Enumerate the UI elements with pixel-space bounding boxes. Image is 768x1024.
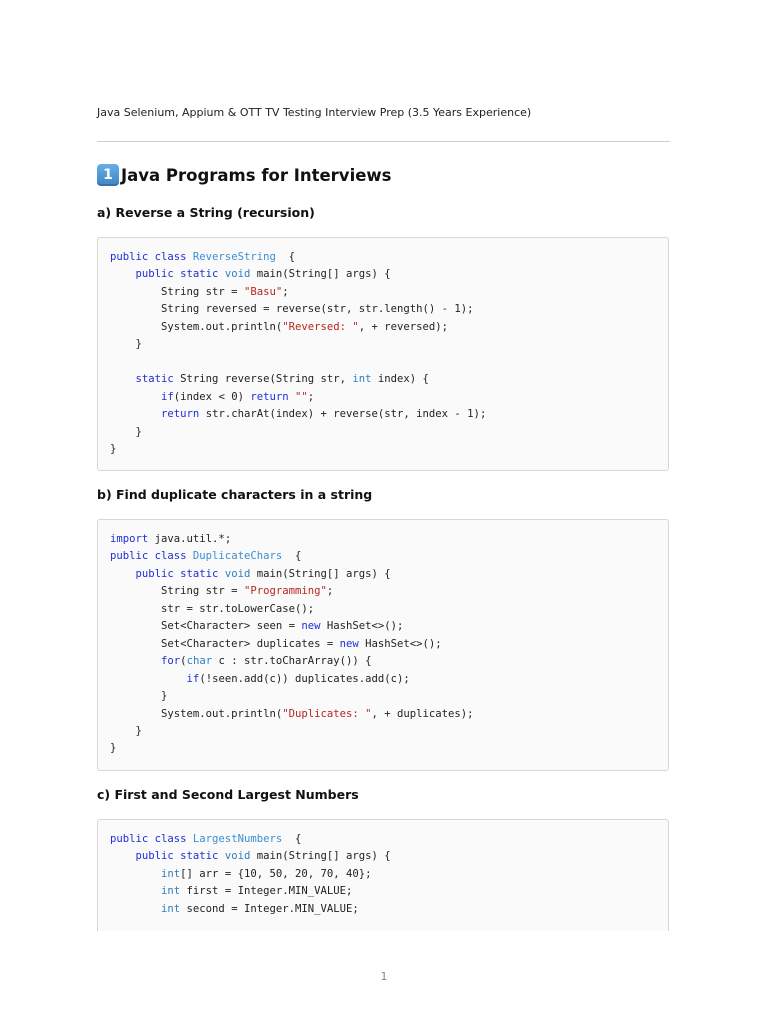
code-token: } xyxy=(110,742,117,755)
code-content xyxy=(98,520,668,758)
code-token: void xyxy=(224,268,257,281)
code-line xyxy=(110,286,289,298)
code-line xyxy=(110,585,333,597)
code-token: int xyxy=(161,902,187,915)
code-token xyxy=(110,850,136,862)
code-content xyxy=(98,238,668,458)
code-line xyxy=(110,655,372,667)
code-token: "Duplicates: " xyxy=(282,707,372,720)
code-token: for xyxy=(161,655,181,668)
code-token: } xyxy=(110,425,142,438)
code-token: new xyxy=(301,620,327,633)
code-token: ; xyxy=(282,285,289,298)
code-token: ReverseString xyxy=(192,251,276,263)
code-token: public class xyxy=(110,833,193,845)
code-token: second = Integer.MIN_VALUE; xyxy=(186,902,359,915)
code-token: System.out.println( xyxy=(110,320,283,333)
keycap-one-icon: 1 xyxy=(97,164,119,186)
code-token: int xyxy=(352,373,378,386)
code-line xyxy=(110,408,486,420)
code-token: main(String[] args) { xyxy=(256,268,391,281)
code-line xyxy=(110,903,359,915)
code-token: first = Integer.MIN_VALUE; xyxy=(186,885,353,898)
code-token: (!seen.add(c)) duplicates.add(c); xyxy=(199,672,410,685)
code-token: import xyxy=(110,533,155,545)
code-token: public static xyxy=(135,268,225,281)
code-token: "" xyxy=(295,390,308,403)
code-line xyxy=(110,708,474,720)
code-token: c : str.toCharArray()) { xyxy=(218,655,372,668)
code-block-reverse-string xyxy=(97,237,669,471)
code-token: String str = xyxy=(110,585,244,598)
code-token xyxy=(110,408,161,420)
code-token: new xyxy=(339,637,366,650)
code-token: public static xyxy=(135,850,225,863)
code-token: System.out.println( xyxy=(110,707,283,720)
subsection-heading-b: b) Find duplicate characters in a string xyxy=(97,487,373,502)
code-token: public class xyxy=(110,251,193,263)
code-line xyxy=(110,443,116,455)
code-token: } xyxy=(110,338,142,351)
code-token: "Programming" xyxy=(243,585,327,598)
code-token: } xyxy=(110,442,117,455)
code-block-duplicate-chars xyxy=(97,519,669,771)
code-token: , + duplicates); xyxy=(371,707,474,720)
code-line xyxy=(110,251,295,263)
code-line xyxy=(110,321,448,333)
code-token: main(String[] args) { xyxy=(256,567,391,580)
code-token xyxy=(110,268,136,280)
code-token: public class xyxy=(110,550,193,563)
page-number: 1 xyxy=(380,970,388,983)
code-line xyxy=(110,268,391,280)
code-token: "Reversed: " xyxy=(282,320,359,333)
code-token: Set<Character> seen = xyxy=(110,620,302,633)
code-token: main(String[] args) { xyxy=(256,850,391,863)
code-line xyxy=(110,638,442,650)
code-token xyxy=(110,568,136,580)
code-line xyxy=(110,850,391,862)
code-token: DuplicateChars xyxy=(192,550,283,563)
code-token: static xyxy=(135,373,181,386)
code-token xyxy=(110,868,161,880)
code-token xyxy=(110,673,187,685)
code-line xyxy=(110,550,301,562)
code-token: LargestNumbers xyxy=(192,833,283,845)
code-token: "Basu" xyxy=(243,285,283,298)
code-line xyxy=(110,725,142,737)
code-token xyxy=(110,373,136,385)
code-token: String str = xyxy=(110,285,244,298)
code-line xyxy=(110,620,403,632)
code-line xyxy=(110,742,116,754)
code-token: ; xyxy=(307,390,315,403)
code-line xyxy=(110,690,167,702)
code-token: { xyxy=(282,833,302,845)
code-line xyxy=(110,568,391,580)
code-line xyxy=(110,426,142,438)
code-line xyxy=(110,533,231,545)
code-token: ; xyxy=(326,585,334,598)
code-token: ( xyxy=(180,655,187,668)
code-token xyxy=(110,885,161,897)
code-token: return xyxy=(161,408,206,421)
code-line xyxy=(110,338,142,350)
code-line xyxy=(110,373,429,385)
code-token: if xyxy=(186,672,200,685)
subsection-heading-a: a) Reverse a String (recursion) xyxy=(97,205,315,220)
code-token: void xyxy=(224,567,257,580)
code-line xyxy=(110,673,410,685)
code-token: String reverse(String str, xyxy=(180,373,353,386)
header-divider xyxy=(97,141,670,142)
code-token: int xyxy=(161,885,187,898)
code-token: int xyxy=(161,867,181,880)
code-token xyxy=(110,655,161,667)
code-token xyxy=(110,903,161,915)
section-title: Java Programs for Interviews xyxy=(121,165,392,185)
code-token: Set<Character> duplicates = xyxy=(110,637,340,650)
section-heading xyxy=(97,162,391,188)
code-token: return xyxy=(250,390,295,403)
code-token: [] arr = {10, 50, 20, 70, 40}; xyxy=(180,867,372,880)
code-line xyxy=(110,885,352,897)
code-token: HashSet<>(); xyxy=(365,637,442,650)
code-line xyxy=(110,303,474,315)
code-block-largest-numbers xyxy=(97,819,669,931)
code-token: { xyxy=(275,251,295,263)
code-token: (index < 0) xyxy=(173,390,251,403)
code-token: java.util.*; xyxy=(154,533,232,545)
code-token xyxy=(110,391,161,403)
code-token: if xyxy=(161,390,174,403)
code-token: str = str.toLowerCase(); xyxy=(110,602,315,615)
code-content xyxy=(98,820,668,918)
code-token: HashSet<>(); xyxy=(326,620,404,633)
code-token: index) { xyxy=(377,373,429,386)
code-token: char xyxy=(186,655,219,668)
code-token: { xyxy=(282,550,302,563)
code-token: , + reversed); xyxy=(358,320,449,333)
code-token: } xyxy=(110,690,168,703)
code-token: String reversed = reverse(str, str.length() - 1); xyxy=(110,303,474,316)
code-token: str.charAt(index) + reverse(str, index - 1); xyxy=(205,408,487,421)
code-token: void xyxy=(224,850,257,863)
code-line xyxy=(110,391,314,403)
subsection-heading-c: c) First and Second Largest Numbers xyxy=(97,787,359,802)
code-line xyxy=(110,868,372,880)
code-line xyxy=(110,833,301,845)
document-header: Java Selenium, Appium & OTT TV Testing Interview Prep (3.5 Years Experience) xyxy=(97,106,532,119)
code-token: public static xyxy=(135,567,225,580)
code-token: } xyxy=(110,724,142,737)
code-line xyxy=(110,603,314,615)
